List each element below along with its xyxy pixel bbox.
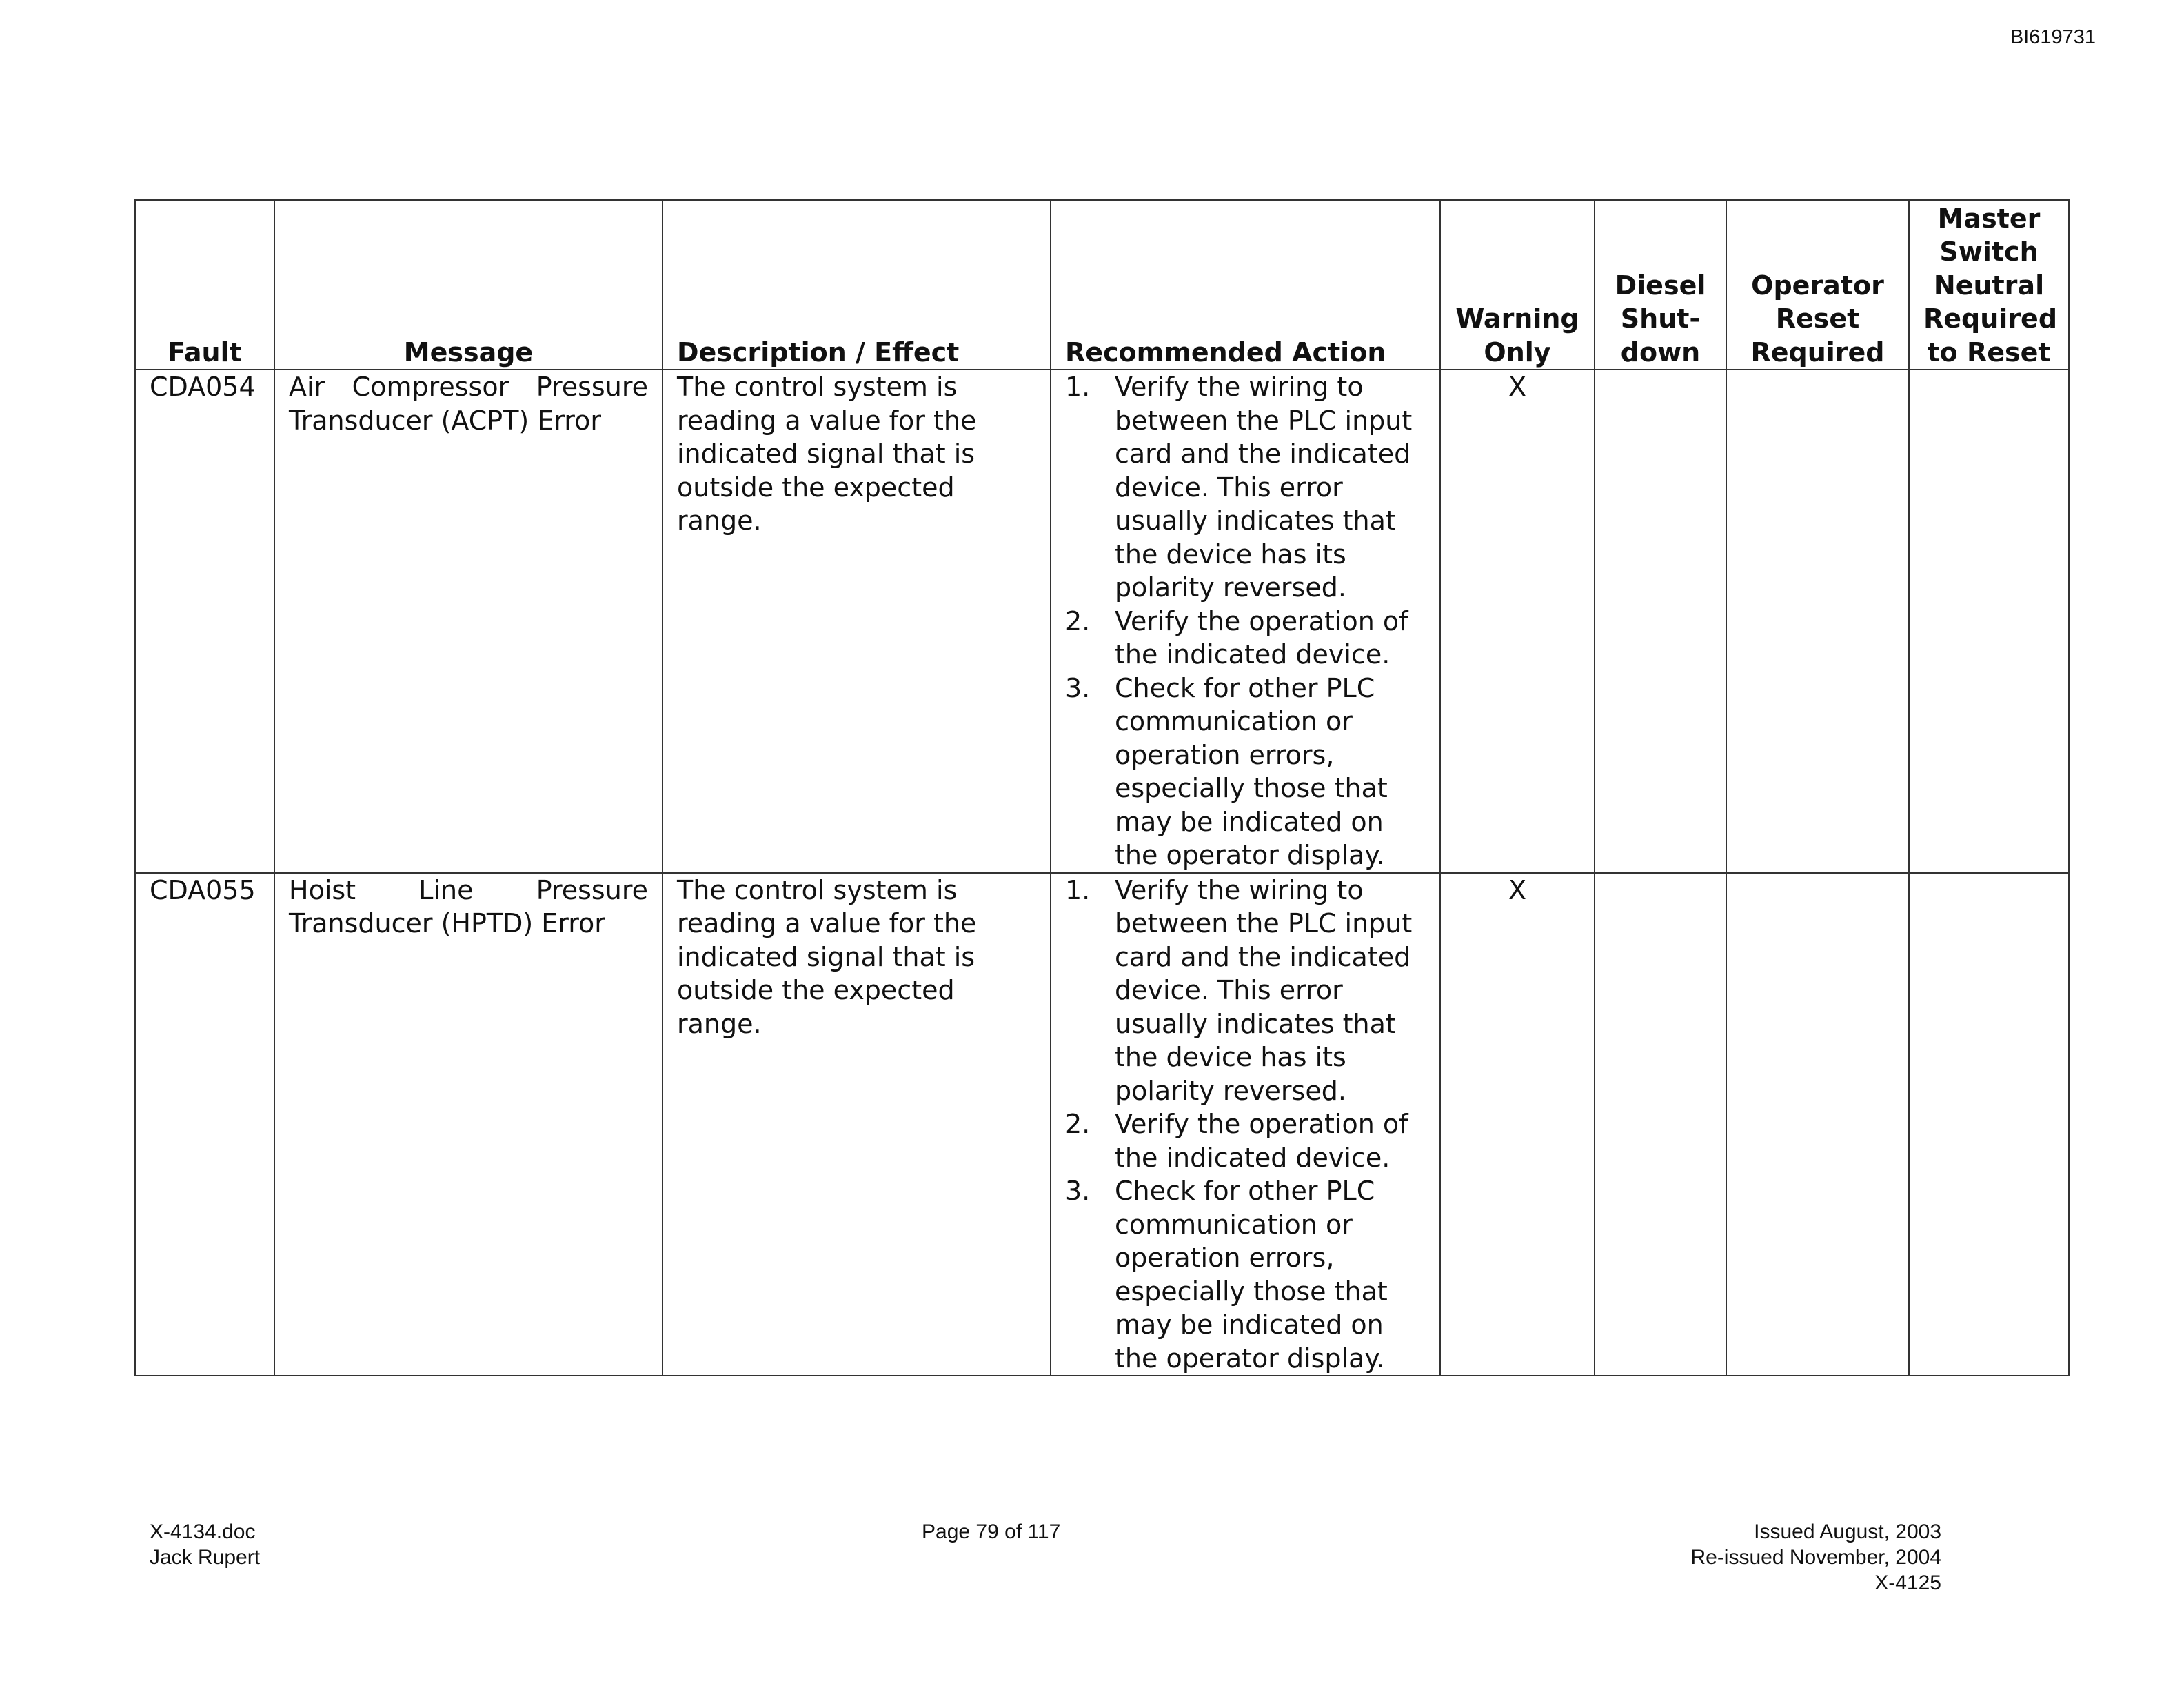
header-line: Required (1750, 336, 1885, 368)
operator-reset-mark (1726, 370, 1909, 873)
footer-issued: Issued August, 2003 (1754, 1520, 1941, 1543)
header-line: Diesel (1615, 270, 1706, 301)
master-switch-mark (1909, 873, 2069, 1376)
header-line: Only (1484, 336, 1551, 368)
step-number: 1. (1065, 372, 1091, 402)
master-switch-mark (1909, 370, 2069, 873)
message-word: Hoist (289, 874, 356, 905)
footer-right (1690, 1519, 1941, 1596)
column-header-message: Message (274, 200, 663, 370)
message-word: Line (418, 874, 474, 905)
action-step (1065, 672, 1426, 872)
column-header-fault: Fault (135, 200, 274, 370)
table-row (135, 873, 2069, 1376)
message-line: Transducer (ACPT) Error (289, 405, 601, 436)
step-text: Verify the operation of the indicated device. (1115, 605, 1408, 670)
column-header-description: Description / Effect (663, 200, 1051, 370)
column-header-warning-only (1440, 200, 1595, 370)
header-line: Operator (1751, 270, 1884, 301)
header-line: Master (1937, 203, 2041, 234)
warning-only-mark: X (1440, 873, 1595, 1376)
diesel-shutdown-mark (1595, 873, 1726, 1376)
table-header-row (135, 200, 2069, 370)
header-line: to Reset (1927, 336, 2051, 368)
message-word: Air (289, 372, 325, 402)
recommended-action (1051, 873, 1440, 1376)
action-steps (1065, 874, 1426, 1376)
action-step (1065, 370, 1426, 605)
fault-description: The control system is reading a value for the indicated signal that is outside the expected range. (663, 873, 1051, 1376)
fault-message (274, 370, 663, 873)
message-line (289, 874, 648, 907)
fault-message (274, 873, 663, 1376)
step-number: 1. (1065, 874, 1091, 905)
operator-reset-mark (1726, 873, 1909, 1376)
footer-filename: X-4134.doc (150, 1520, 256, 1543)
header-line: Shut- (1620, 303, 1701, 334)
column-header-diesel-shutdown (1595, 200, 1726, 370)
message-word: Pressure (536, 372, 648, 402)
header-line: Switch (1939, 237, 2039, 267)
action-step (1065, 874, 1426, 1108)
fault-code: CDA054 (135, 370, 274, 873)
fault-code: CDA055 (135, 873, 274, 1376)
footer-reissued: Re-issued November, 2004 (1690, 1546, 1941, 1569)
column-header-master-switch (1909, 200, 2069, 370)
step-text: Verify the wiring to between the PLC input card and the indicated device. This error usually indicates that the device has its polarity reversed. (1115, 372, 1413, 603)
table-row (135, 370, 2069, 873)
step-number: 2. (1065, 1109, 1091, 1139)
header-line: Required (1923, 303, 2058, 334)
header-line: Reset (1775, 303, 1860, 334)
warning-only-mark: X (1440, 370, 1595, 873)
step-text: Verify the operation of the indicated device. (1115, 1109, 1408, 1173)
action-step (1065, 1174, 1426, 1375)
document-id: BI619731 (2010, 26, 2096, 48)
message-word: Compressor (352, 372, 509, 402)
message-line: Transducer (HPTD) Error (289, 908, 605, 938)
page-number: Page 79 of 117 (922, 1520, 1061, 1543)
step-text: Verify the wiring to between the PLC input card and the indicated device. This error usually indicates that the device has its polarity reversed. (1115, 874, 1413, 1106)
step-number: 3. (1065, 1176, 1091, 1206)
message-word: Pressure (536, 874, 648, 905)
message-line (289, 370, 648, 404)
fault-table (134, 199, 2070, 1376)
header-line: Neutral (1933, 270, 2045, 301)
fault-description: The control system is reading a value for the indicated signal that is outside the expected range. (663, 370, 1051, 873)
footer-ref: X-4125 (1874, 1571, 1941, 1594)
step-text: Check for other PLC communication or operation errors, especially those that may be indicated on the operator display. (1115, 1176, 1388, 1374)
step-number: 3. (1065, 672, 1091, 703)
column-header-recommended-action: Recommended Action (1051, 200, 1440, 370)
action-steps (1065, 370, 1426, 872)
recommended-action (1051, 370, 1440, 873)
header-line: Warning (1455, 303, 1579, 334)
step-number: 2. (1065, 605, 1091, 636)
column-header-operator-reset (1726, 200, 1909, 370)
action-step (1065, 605, 1426, 672)
step-text: Check for other PLC communication or operation errors, especially those that may be indicated on the operator display. (1115, 672, 1388, 870)
diesel-shutdown-mark (1595, 370, 1726, 873)
header-line: down (1620, 336, 1701, 368)
footer-left (150, 1519, 260, 1570)
action-step (1065, 1107, 1426, 1174)
footer-author: Jack Rupert (150, 1546, 261, 1569)
